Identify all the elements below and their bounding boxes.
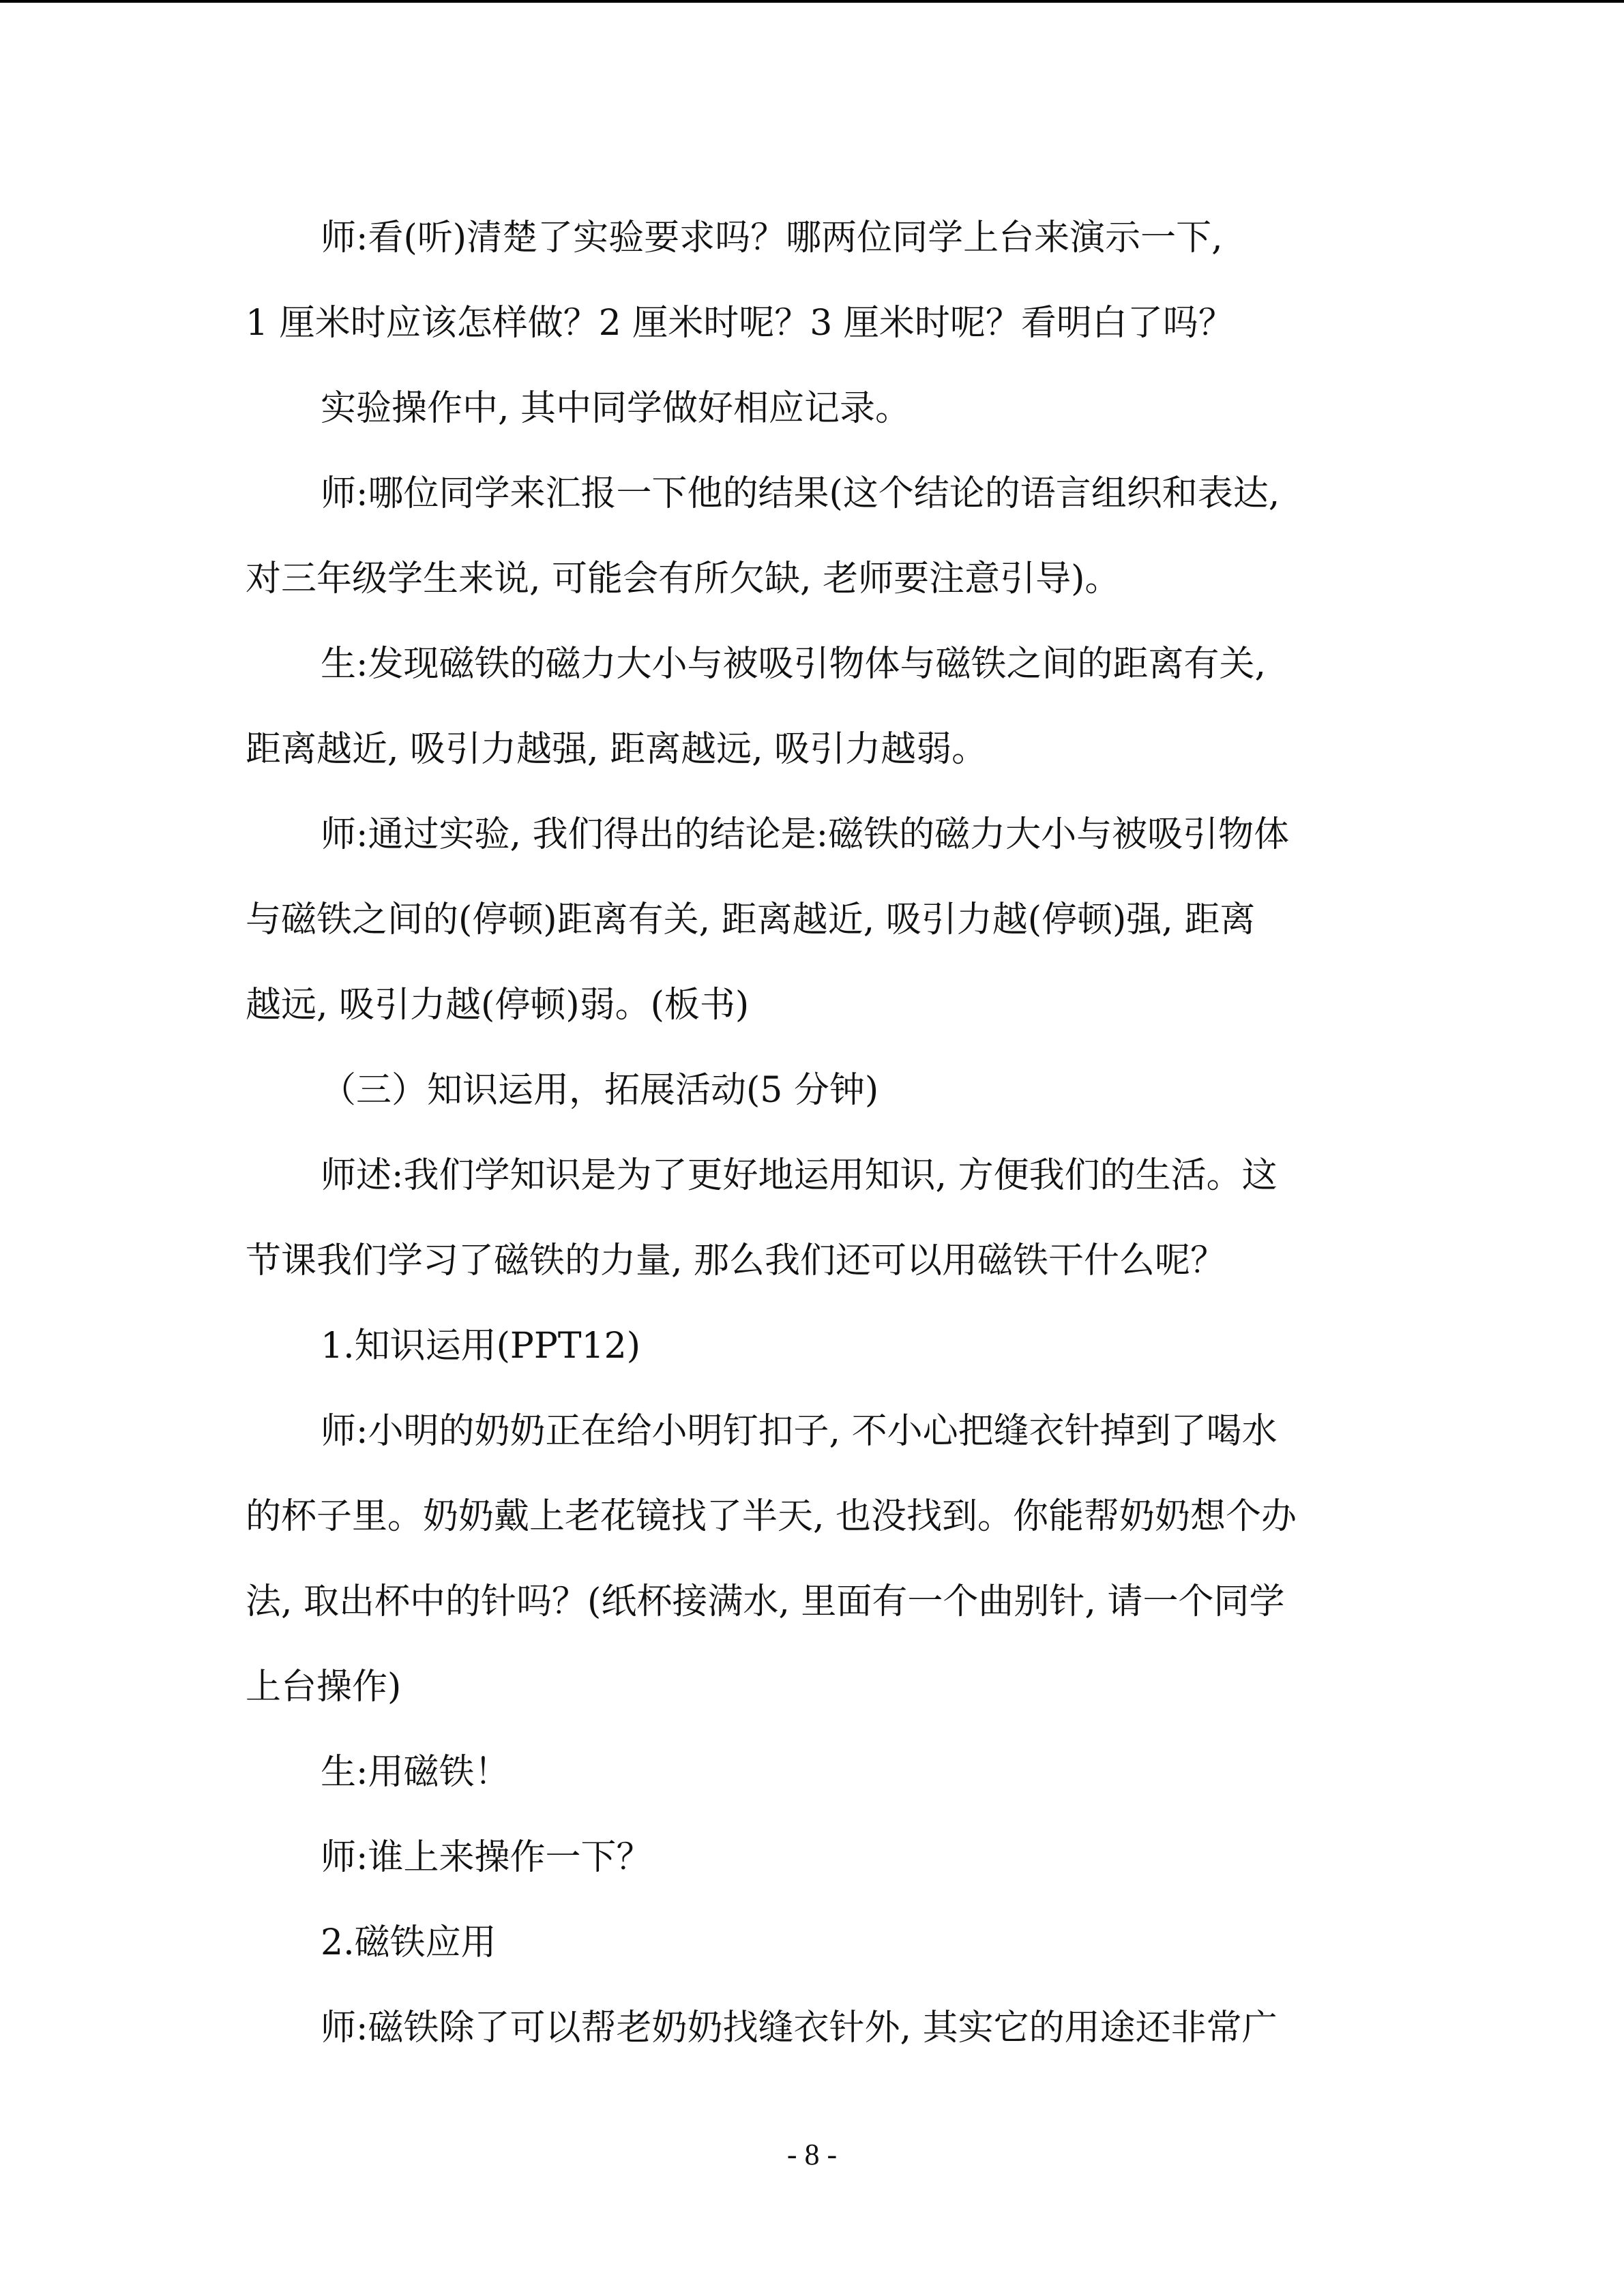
text-line: 上台操作): [246, 1667, 402, 1708]
text-line: 法, 取出杯中的针吗？(纸杯接满水, 里面有一个曲别针, 请一个同学: [246, 1581, 1285, 1622]
text-line: 师述:我们学知识是为了更好地运用知识, 方便我们的生活。这: [321, 1155, 1278, 1196]
text-line: 1 厘米时应该怎样做？2 厘米时呢？3 厘米时呢？看明白了吗？: [246, 303, 1234, 344]
text-line: 与磁铁之间的(停顿)距离有关, 距离越近, 吸引力越(停顿)强, 距离: [246, 899, 1256, 940]
text-line: 师:通过实验, 我们得出的结论是:磁铁的磁力大小与被吸引物体: [321, 814, 1290, 855]
text-line: 师:谁上来操作一下？: [321, 1837, 652, 1878]
text-line: 生:发现磁铁的磁力大小与被吸引物体与磁铁之间的距离有关,: [321, 644, 1267, 685]
section-heading: （三）知识运用，拓展活动(5 分钟): [321, 1070, 879, 1111]
text-line: 对三年级学生来说, 可能会有所欠缺, 老师要注意引导)。: [246, 558, 1121, 599]
text-line: 距离越近, 吸引力越强, 距离越远, 吸引力越弱。: [246, 729, 988, 770]
text-line: 师:哪位同学来汇报一下他的结果(这个结论的语言组织和表达,: [321, 473, 1280, 514]
text-line: 节课我们学习了磁铁的力量, 那么我们还可以用磁铁干什么呢？: [246, 1240, 1226, 1281]
page-number: - 8 -: [786, 2138, 838, 2171]
text-line: 的杯子里。奶奶戴上老花镜找了半天, 也没找到。你能帮奶奶想个办: [246, 1496, 1297, 1537]
subsection-heading: 2.磁铁应用: [321, 1922, 497, 1963]
text-line: 师:小明的奶奶正在给小明钉扣子, 不小心把缝衣针掉到了喝水: [321, 1411, 1278, 1452]
text-line: 实验操作中, 其中同学做好相应记录。: [321, 388, 911, 429]
subsection-heading: 1.知识运用(PPT12): [321, 1326, 641, 1367]
text-line: 师:看(听)清楚了实验要求吗？哪两位同学上台来演示一下,: [321, 218, 1223, 258]
text-line: 师:磁铁除了可以帮老奶奶找缝衣针外, 其实它的用途还非常广: [321, 2008, 1278, 2048]
text-line: 生:用磁铁！: [321, 1752, 510, 1793]
text-line: 越远, 吸引力越(停顿)弱。(板书): [246, 985, 750, 1026]
